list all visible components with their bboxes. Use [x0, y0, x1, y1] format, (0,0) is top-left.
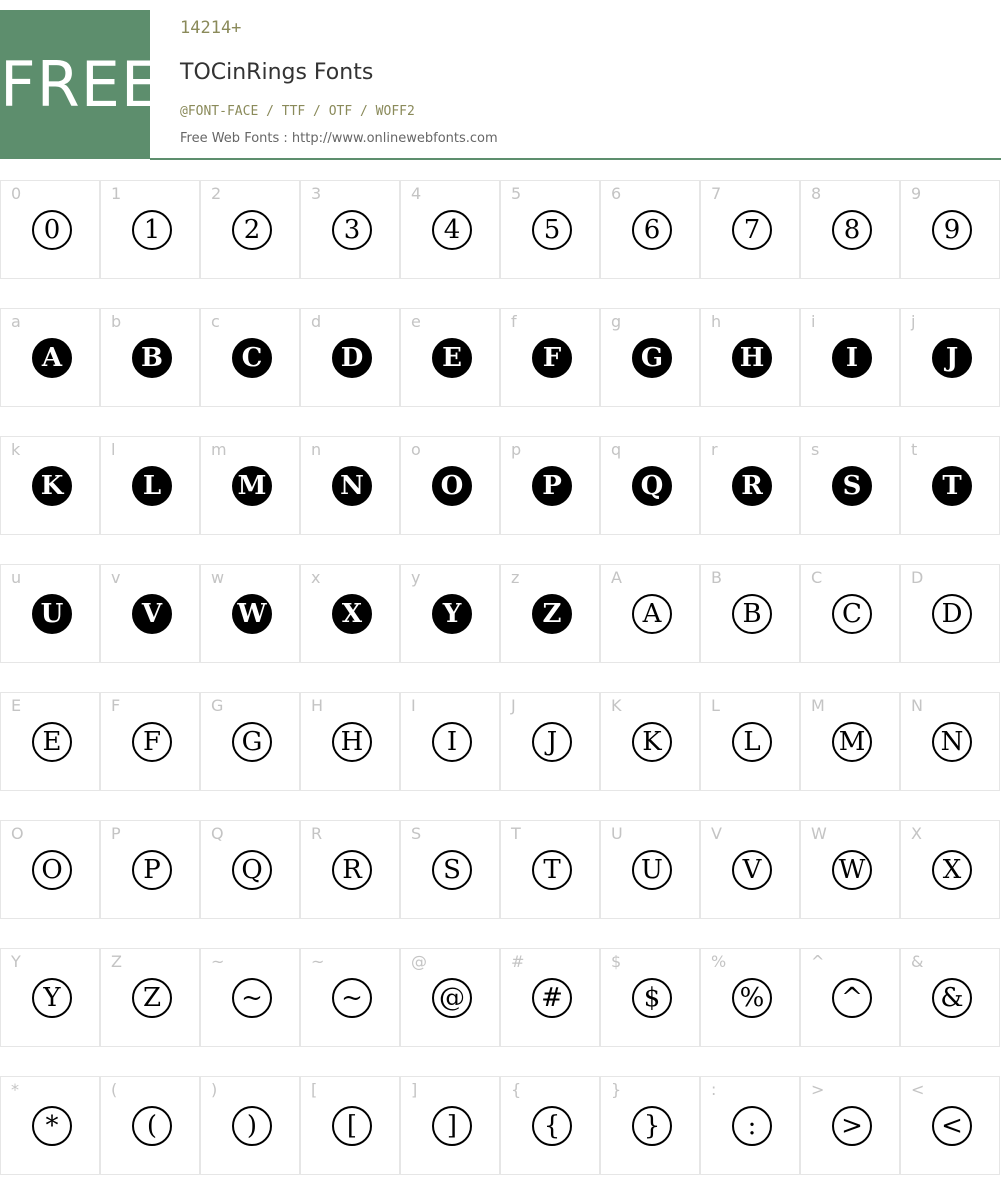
glyph-key-label: x	[311, 568, 321, 587]
glyph-key-label: P	[111, 824, 121, 843]
glyph-key-label: %	[711, 952, 727, 971]
ring-glyph: ^	[832, 978, 872, 1018]
glyph-cell	[800, 308, 900, 407]
glyph-cell	[700, 436, 800, 535]
glyph-key-label: (	[111, 1080, 118, 1099]
glyph-key-label: X	[911, 824, 922, 843]
glyph-key-label: Z	[111, 952, 122, 971]
solid-circle-glyph: J	[932, 338, 972, 378]
site-link[interactable]: Free Web Fonts : http://www.onlinewebfonts.com	[180, 131, 498, 146]
solid-circle-glyph: Z	[532, 594, 572, 634]
glyph-key-label: e	[411, 312, 421, 331]
glyph-cell	[600, 564, 700, 663]
glyph-cell	[0, 1076, 100, 1175]
glyph-cell	[600, 820, 700, 919]
glyph-cell	[400, 308, 500, 407]
glyph-key-label: 9	[911, 184, 922, 203]
ring-glyph: Z	[132, 978, 172, 1018]
solid-circle-glyph: B	[132, 338, 172, 378]
glyph-cell	[800, 948, 900, 1047]
ring-glyph: 5	[532, 210, 572, 250]
glyph-key-label: k	[11, 440, 21, 459]
glyph-cell	[800, 180, 900, 279]
glyph-row	[0, 692, 1001, 792]
glyph-row	[0, 1076, 1001, 1176]
glyph-key-label: *	[11, 1080, 19, 1099]
glyph-key-label: b	[111, 312, 122, 331]
glyph-key-label: I	[411, 696, 416, 715]
solid-circle-glyph: P	[532, 466, 572, 506]
glyph-cell	[600, 180, 700, 279]
ring-glyph: *	[32, 1106, 72, 1146]
ring-glyph: ]	[432, 1106, 472, 1146]
glyph-cell	[200, 692, 300, 791]
glyph-cell	[200, 1076, 300, 1175]
solid-circle-glyph: I	[832, 338, 872, 378]
glyph-cell	[400, 180, 500, 279]
ring-glyph: 0	[32, 210, 72, 250]
glyph-cell	[100, 948, 200, 1047]
glyph-key-label: &	[911, 952, 924, 971]
solid-circle-glyph: T	[932, 466, 972, 506]
glyph-key-label: o	[411, 440, 421, 459]
glyph-cell	[700, 1076, 800, 1175]
ring-glyph: ~	[332, 978, 372, 1018]
ring-glyph: 8	[832, 210, 872, 250]
glyph-key-label: ~	[211, 952, 225, 971]
glyph-key-label: i	[811, 312, 816, 331]
glyph-cell	[900, 1076, 1000, 1175]
glyph-cell	[700, 180, 800, 279]
ring-glyph: ~	[232, 978, 272, 1018]
glyph-cell	[500, 692, 600, 791]
ring-glyph: U	[632, 850, 672, 890]
glyph-cell	[200, 564, 300, 663]
ring-glyph: C	[832, 594, 872, 634]
solid-circle-glyph: A	[32, 338, 72, 378]
glyph-cell	[600, 1076, 700, 1175]
glyph-cell	[500, 820, 600, 919]
ring-glyph: H	[332, 722, 372, 762]
glyph-key-label: a	[11, 312, 21, 331]
glyph-cell	[900, 948, 1000, 1047]
glyph-cell	[300, 1076, 400, 1175]
ring-glyph: N	[932, 722, 972, 762]
solid-circle-glyph: Y	[432, 594, 472, 634]
glyph-key-label: $	[611, 952, 622, 971]
glyph-cell	[400, 1076, 500, 1175]
glyph-key-label: v	[111, 568, 121, 587]
ring-glyph: >	[832, 1106, 872, 1146]
glyph-cell	[700, 948, 800, 1047]
ring-glyph: B	[732, 594, 772, 634]
glyph-cell	[700, 820, 800, 919]
glyph-key-label: #	[511, 952, 525, 971]
glyph-key-label: V	[711, 824, 722, 843]
format-list: @FONT-FACE / TTF / OTF / WOFF2	[180, 104, 415, 119]
glyph-key-label: )	[211, 1080, 218, 1099]
glyph-cell	[800, 692, 900, 791]
glyph-key-label: S	[411, 824, 422, 843]
glyph-cell	[0, 948, 100, 1047]
ring-glyph: F	[132, 722, 172, 762]
glyph-cell	[400, 692, 500, 791]
glyph-key-label: }	[611, 1080, 622, 1099]
glyph-cell	[300, 692, 400, 791]
glyph-cell	[500, 436, 600, 535]
ring-glyph: J	[532, 722, 572, 762]
glyph-key-label: T	[511, 824, 521, 843]
glyph-key-label: w	[211, 568, 225, 587]
glyph-key-label: [	[311, 1080, 318, 1099]
glyph-cell	[100, 180, 200, 279]
glyph-key-label: ]	[411, 1080, 418, 1099]
glyph-key-label: 5	[511, 184, 522, 203]
glyph-key-label: D	[911, 568, 924, 587]
ring-glyph: P	[132, 850, 172, 890]
glyph-key-label: M	[811, 696, 825, 715]
ring-glyph: Y	[32, 978, 72, 1018]
ring-glyph: 6	[632, 210, 672, 250]
glyph-key-label: H	[311, 696, 324, 715]
glyph-key-label: :	[711, 1080, 717, 1099]
glyph-cell	[700, 564, 800, 663]
ring-glyph: &	[932, 978, 972, 1018]
glyph-key-label: g	[611, 312, 622, 331]
ring-glyph: #	[532, 978, 572, 1018]
glyph-key-label: m	[211, 440, 227, 459]
glyph-cell	[900, 564, 1000, 663]
glyph-key-label: K	[611, 696, 622, 715]
glyph-key-label: F	[111, 696, 121, 715]
glyph-cell	[700, 308, 800, 407]
ring-glyph: A	[632, 594, 672, 634]
glyph-cell	[400, 820, 500, 919]
glyph-cell	[800, 1076, 900, 1175]
ring-glyph: }	[632, 1106, 672, 1146]
ring-glyph: %	[732, 978, 772, 1018]
glyph-key-label: d	[311, 312, 322, 331]
ring-glyph: E	[32, 722, 72, 762]
glyph-cell	[800, 564, 900, 663]
glyph-cell	[400, 564, 500, 663]
free-badge: FREE	[0, 10, 150, 159]
glyph-key-label: ^	[811, 952, 825, 971]
glyph-key-label: 1	[111, 184, 122, 203]
glyph-key-label: 6	[611, 184, 622, 203]
glyph-key-label: 3	[311, 184, 322, 203]
glyph-row	[0, 948, 1001, 1048]
solid-circle-glyph: H	[732, 338, 772, 378]
solid-circle-glyph: X	[332, 594, 372, 634]
glyph-key-label: B	[711, 568, 722, 587]
glyph-cell	[100, 308, 200, 407]
page-header	[0, 0, 1001, 160]
glyph-key-label: N	[911, 696, 923, 715]
ring-glyph: Q	[232, 850, 272, 890]
glyph-key-label: A	[611, 568, 622, 587]
glyph-cell	[800, 436, 900, 535]
solid-circle-glyph: C	[232, 338, 272, 378]
solid-circle-glyph: K	[32, 466, 72, 506]
glyph-row	[0, 180, 1001, 280]
glyph-key-label: 0	[11, 184, 22, 203]
glyph-cell	[0, 180, 100, 279]
glyph-row	[0, 308, 1001, 408]
font-id: 14214+	[180, 18, 242, 38]
glyph-key-label: U	[611, 824, 623, 843]
glyph-cell	[0, 692, 100, 791]
ring-glyph: :	[732, 1106, 772, 1146]
ring-glyph: [	[332, 1106, 372, 1146]
glyph-cell	[0, 564, 100, 663]
glyph-key-label: h	[711, 312, 722, 331]
glyph-cell	[900, 436, 1000, 535]
glyph-key-label: G	[211, 696, 224, 715]
ring-glyph: O	[32, 850, 72, 890]
glyph-key-label: z	[511, 568, 520, 587]
glyph-cell	[600, 436, 700, 535]
glyph-key-label: p	[511, 440, 522, 459]
glyph-key-label: R	[311, 824, 323, 843]
solid-circle-glyph: G	[632, 338, 672, 378]
glyph-cell	[200, 820, 300, 919]
glyph-cell	[400, 436, 500, 535]
ring-glyph: 2	[232, 210, 272, 250]
glyph-cell	[300, 436, 400, 535]
glyph-cell	[600, 692, 700, 791]
solid-circle-glyph: O	[432, 466, 472, 506]
glyph-cell	[100, 436, 200, 535]
solid-circle-glyph: D	[332, 338, 372, 378]
glyph-cell	[900, 180, 1000, 279]
glyph-cell	[400, 948, 500, 1047]
glyph-key-label: J	[511, 696, 516, 715]
glyph-key-label: y	[411, 568, 421, 587]
ring-glyph: K	[632, 722, 672, 762]
glyph-key-label: @	[411, 952, 427, 971]
glyph-cell	[200, 948, 300, 1047]
glyph-cell	[300, 180, 400, 279]
ring-glyph: <	[932, 1106, 972, 1146]
solid-circle-glyph: Q	[632, 466, 672, 506]
glyph-cell	[200, 180, 300, 279]
solid-circle-glyph: E	[432, 338, 472, 378]
glyph-row	[0, 436, 1001, 536]
glyph-cell	[500, 308, 600, 407]
ring-glyph: T	[532, 850, 572, 890]
ring-glyph: 3	[332, 210, 372, 250]
ring-glyph: R	[332, 850, 372, 890]
glyph-key-label: ~	[311, 952, 325, 971]
glyph-cell	[0, 820, 100, 919]
ring-glyph: 9	[932, 210, 972, 250]
ring-glyph: V	[732, 850, 772, 890]
glyph-cell	[500, 180, 600, 279]
glyph-key-label: W	[811, 824, 827, 843]
glyph-cell	[800, 820, 900, 919]
ring-glyph: $	[632, 978, 672, 1018]
ring-glyph: M	[832, 722, 872, 762]
glyph-key-label: L	[711, 696, 720, 715]
page-title: TOCinRings Fonts	[180, 60, 374, 85]
glyph-cell	[100, 820, 200, 919]
glyph-cell	[900, 820, 1000, 919]
ring-glyph: (	[132, 1106, 172, 1146]
solid-circle-glyph: N	[332, 466, 372, 506]
ring-glyph: G	[232, 722, 272, 762]
solid-circle-glyph: U	[32, 594, 72, 634]
glyph-cell	[500, 1076, 600, 1175]
glyph-cell	[300, 820, 400, 919]
glyph-key-label: E	[11, 696, 22, 715]
glyph-key-label: C	[811, 568, 823, 587]
glyph-cell	[500, 564, 600, 663]
glyph-cell	[300, 948, 400, 1047]
glyph-cell	[500, 948, 600, 1047]
glyph-cell	[100, 564, 200, 663]
glyph-key-label: j	[911, 312, 916, 331]
glyph-key-label: {	[511, 1080, 522, 1099]
glyph-cell	[900, 692, 1000, 791]
glyph-cell	[100, 692, 200, 791]
ring-glyph: @	[432, 978, 472, 1018]
glyph-key-label: >	[811, 1080, 825, 1099]
solid-circle-glyph: L	[132, 466, 172, 506]
glyph-row	[0, 564, 1001, 664]
glyph-key-label: n	[311, 440, 322, 459]
glyph-key-label: f	[511, 312, 517, 331]
ring-glyph: 7	[732, 210, 772, 250]
glyph-key-label: u	[11, 568, 22, 587]
glyph-cell	[0, 308, 100, 407]
glyph-cell	[200, 308, 300, 407]
ring-glyph: L	[732, 722, 772, 762]
ring-glyph: S	[432, 850, 472, 890]
glyph-cell	[200, 436, 300, 535]
solid-circle-glyph: W	[232, 594, 272, 634]
solid-circle-glyph: R	[732, 466, 772, 506]
glyph-key-label: c	[211, 312, 220, 331]
glyph-key-label: r	[711, 440, 718, 459]
ring-glyph: )	[232, 1106, 272, 1146]
ring-glyph: 4	[432, 210, 472, 250]
glyph-key-label: O	[11, 824, 24, 843]
glyph-cell	[700, 692, 800, 791]
glyph-key-label: q	[611, 440, 622, 459]
glyph-cell	[100, 1076, 200, 1175]
glyph-cell	[0, 436, 100, 535]
solid-circle-glyph: S	[832, 466, 872, 506]
solid-circle-glyph: M	[232, 466, 272, 506]
glyph-cell	[600, 308, 700, 407]
ring-glyph: W	[832, 850, 872, 890]
glyph-cell	[300, 564, 400, 663]
solid-circle-glyph: F	[532, 338, 572, 378]
solid-circle-glyph: V	[132, 594, 172, 634]
glyph-key-label: <	[911, 1080, 925, 1099]
glyph-cell	[900, 308, 1000, 407]
ring-glyph: I	[432, 722, 472, 762]
glyph-key-label: t	[911, 440, 918, 459]
glyph-key-label: 7	[711, 184, 722, 203]
ring-glyph: {	[532, 1106, 572, 1146]
glyph-key-label: 8	[811, 184, 822, 203]
glyph-key-label: Q	[211, 824, 224, 843]
glyph-key-label: 2	[211, 184, 222, 203]
glyph-key-label: 4	[411, 184, 422, 203]
glyph-cell	[300, 308, 400, 407]
glyph-key-label: Y	[11, 952, 21, 971]
glyph-key-label: s	[811, 440, 820, 459]
glyph-row	[0, 820, 1001, 920]
header-divider	[150, 158, 1001, 160]
glyph-key-label: l	[111, 440, 116, 459]
ring-glyph: 1	[132, 210, 172, 250]
ring-glyph: X	[932, 850, 972, 890]
glyph-cell	[600, 948, 700, 1047]
ring-glyph: D	[932, 594, 972, 634]
